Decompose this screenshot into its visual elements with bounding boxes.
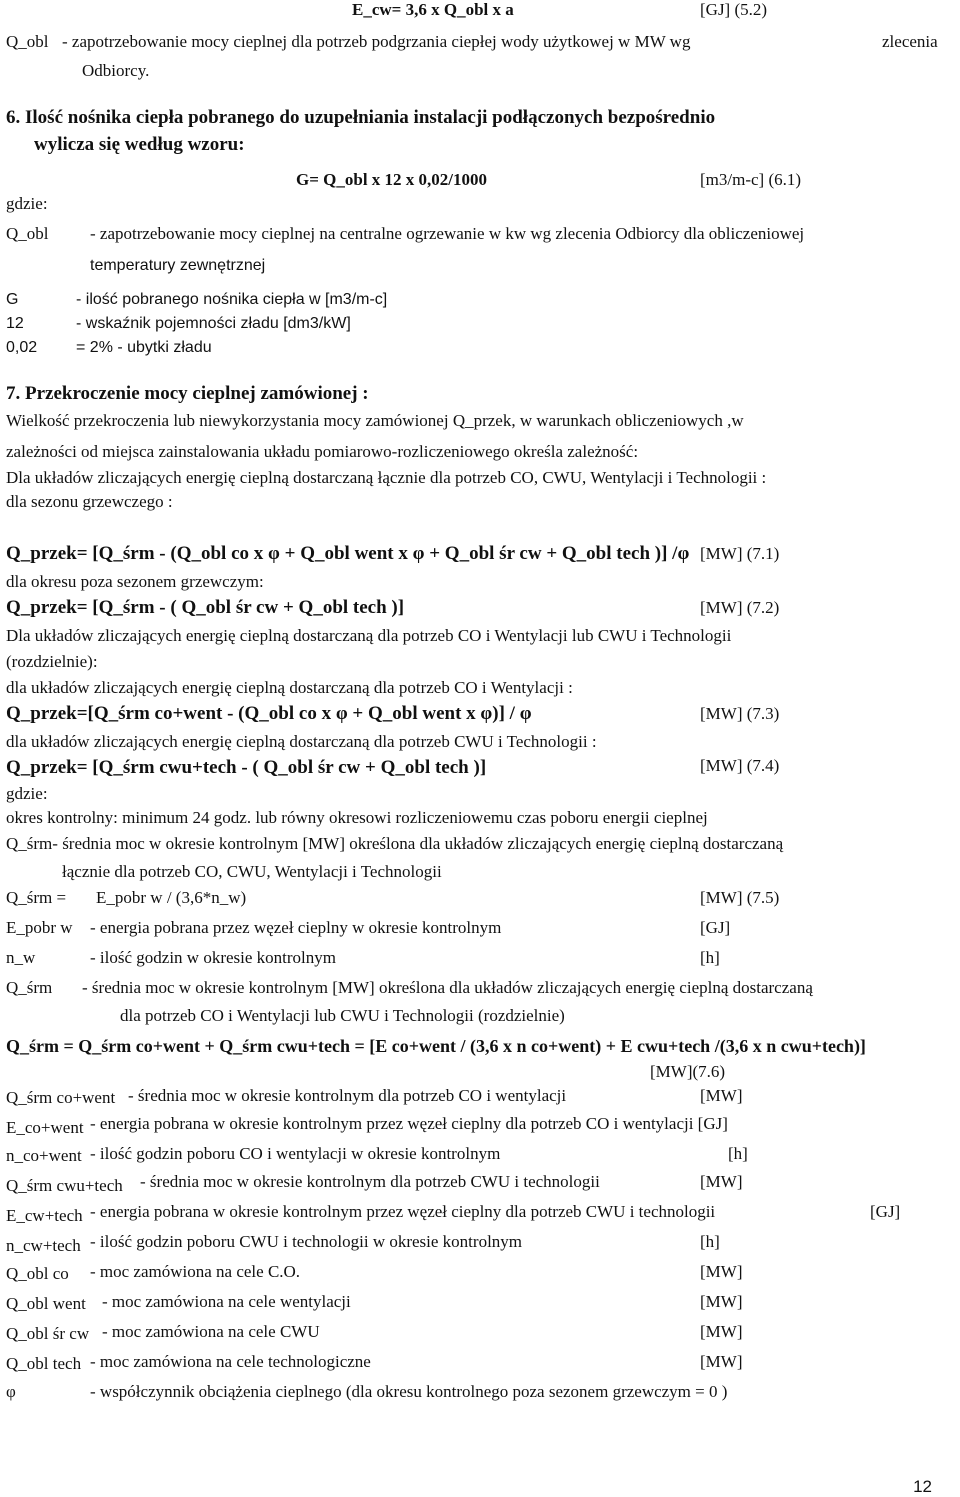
def-tail bbox=[882, 32, 938, 52]
formula-text: E_cw= 3,6 x Q_obl x a bbox=[352, 0, 514, 19]
def-f bbox=[90, 1232, 522, 1252]
def-e-symbol bbox=[6, 1206, 83, 1226]
paragraph-text: dla układów zliczających energię cieplną dostarczaną dla potrzeb CO i Wentylacji : bbox=[6, 678, 573, 697]
description: - wskaźnik pojemności zładu [dm3/kW] bbox=[76, 315, 351, 332]
def-h-symbol bbox=[6, 1294, 86, 1314]
para-7 bbox=[6, 652, 98, 672]
description: Q_śrm- średnia moc w okresie kontrolnym [MW] określona dla układów zliczających energię cieplną dostarczaną bbox=[6, 834, 784, 853]
def-c-unit bbox=[728, 1144, 748, 1164]
def-e-unit bbox=[870, 1202, 900, 1222]
def-i-symbol bbox=[6, 1324, 89, 1344]
description: - energia pobrana w okresie kontrolnym przez węzeł cieplny dla potrzeb CWU i technologii bbox=[90, 1202, 716, 1221]
def-nw-symbol bbox=[6, 948, 35, 968]
description: - moc zamówiona na cele technologiczne bbox=[90, 1352, 371, 1371]
description: = 2% - ubytki zładu bbox=[76, 339, 212, 356]
def-002 bbox=[76, 338, 212, 358]
symbol: 0,02 bbox=[6, 339, 38, 356]
unit: [MW] bbox=[700, 1352, 743, 1371]
unit: [h] bbox=[700, 948, 720, 967]
description: - ilość godzin poboru CWU i technologii w okresie kontrolnym bbox=[90, 1232, 523, 1251]
paragraph-text: dla okresu poza sezonem grzewczym: bbox=[6, 572, 264, 591]
formula-7-3 bbox=[6, 704, 532, 724]
symbol: Q_śrm bbox=[6, 978, 53, 997]
def-h-unit bbox=[700, 1292, 742, 1312]
gdzie-label bbox=[6, 194, 48, 214]
def-a-symbol bbox=[6, 1088, 115, 1108]
def-nw-unit bbox=[700, 948, 720, 968]
label: gdzie: bbox=[6, 194, 48, 213]
symbol: Q_śrm = bbox=[6, 888, 67, 907]
formula-7-4 bbox=[6, 758, 486, 778]
formula-text: E_pobr w / (3,6*n_w) bbox=[96, 888, 247, 907]
paragraph-text: (rozdzielnie): bbox=[6, 652, 98, 671]
def-c-symbol bbox=[6, 1146, 82, 1166]
def-f-unit bbox=[700, 1232, 720, 1252]
def-g2 bbox=[90, 1262, 300, 1282]
formula-7-2 bbox=[6, 598, 404, 618]
def-i bbox=[102, 1322, 320, 1342]
description: - zapotrzebowanie mocy cieplnej na centralne ogrzewanie w kw wg zlecenia Odbiorcy dla obliczeniowej bbox=[90, 224, 805, 243]
description: - ilość pobranego nośnika ciepła w [m3/m-c] bbox=[76, 291, 388, 308]
formula-text: Q_przek=[Q_śrm co+went - (Q_obl co x φ + Q_obl went x φ)] / φ bbox=[6, 703, 532, 724]
para-10 bbox=[6, 808, 708, 828]
heading-text: 7. Przekroczenie mocy cieplnej zamówionej : bbox=[6, 383, 369, 404]
formula-number: [MW] (7.2) bbox=[700, 598, 780, 617]
def-f-symbol bbox=[6, 1236, 81, 1256]
formula-7-1-ref bbox=[700, 544, 779, 564]
def-002-symbol bbox=[6, 338, 37, 358]
def-a-unit bbox=[700, 1086, 742, 1106]
description: - średnia moc w okresie kontrolnym dla potrzeb CO i wentylacji bbox=[128, 1086, 567, 1105]
def-qsrm2-cont bbox=[120, 1006, 565, 1026]
symbol: Q_obl bbox=[6, 32, 49, 51]
def-b-symbol bbox=[6, 1118, 84, 1138]
formula-text: Q_śrm = Q_śrm co+went + Q_śrm cwu+tech = [E co+went / (3,6 x n co+went) + E cwu+tech /(3,6 x n cwu+tech)] bbox=[6, 1036, 866, 1056]
formula-text: G= Q_obl x 12 x 0,02/1000 bbox=[296, 170, 488, 189]
def-12-symbol bbox=[6, 314, 24, 334]
para-4 bbox=[6, 492, 173, 512]
formula-7-6 bbox=[6, 1036, 866, 1056]
def-qobl-co bbox=[6, 224, 49, 244]
symbol: Q_obl tech bbox=[6, 1354, 82, 1373]
formula-number: [m3/m-c] (6.1) bbox=[700, 170, 802, 189]
description: - średnia moc w okresie kontrolnym [MW] określona dla układów zliczających energię cieplną dostarczaną bbox=[82, 978, 813, 997]
def-c bbox=[90, 1144, 500, 1164]
formula-7-5 bbox=[96, 888, 246, 908]
description: - ilość godzin w okresie kontrolnym bbox=[90, 948, 336, 967]
description: - moc zamówiona na cele CWU bbox=[102, 1322, 320, 1341]
unit: [h] bbox=[700, 1232, 720, 1251]
para-3 bbox=[6, 468, 766, 488]
symbol: φ bbox=[6, 1382, 16, 1401]
description: - średnia moc w okresie kontrolnym dla potrzeb CWU i technologii bbox=[140, 1172, 600, 1191]
para-6 bbox=[6, 626, 731, 646]
label: gdzie: bbox=[6, 784, 48, 803]
symbol: E_co+went bbox=[6, 1118, 84, 1137]
def-d-unit bbox=[700, 1172, 742, 1192]
formula-7-5-lhs bbox=[6, 888, 66, 908]
def-qobl-co-cont bbox=[90, 256, 265, 276]
description: - energia pobrana przez węzeł cieplny w okresie kontrolnym bbox=[90, 918, 502, 937]
paragraph-text: Wielkość przekroczenia lub niewykorzystania mocy zamówionej Q_przek, w warunkach obliczeniowych ,w bbox=[6, 411, 744, 430]
symbol: n_cw+tech bbox=[6, 1236, 81, 1255]
def-text bbox=[62, 32, 690, 52]
unit: [MW] bbox=[700, 1322, 743, 1341]
formula-number: [GJ] (5.2) bbox=[700, 0, 768, 19]
gdzie-label-2 bbox=[6, 784, 48, 804]
symbol: E_pobr w bbox=[6, 918, 73, 937]
def-qobl bbox=[6, 32, 49, 52]
def-g-symbol bbox=[6, 290, 18, 310]
description-continued: dla potrzeb CO i Wentylacji lub CWU i Technologii (rozdzielnie) bbox=[120, 1006, 565, 1025]
description-continued: Odbiorcy. bbox=[82, 61, 150, 80]
def-e bbox=[90, 1202, 715, 1222]
section-7-heading bbox=[6, 384, 369, 404]
description-tail: zlecenia bbox=[882, 32, 938, 51]
unit: [MW] bbox=[700, 1172, 743, 1191]
unit: [MW] bbox=[700, 1262, 743, 1281]
para-1 bbox=[6, 411, 744, 431]
paragraph-text: Dla układów zliczających energię cieplną dostarczaną łącznie dla potrzeb CO, CWU, Wentylacji i Technologii : bbox=[6, 468, 767, 487]
def-j-symbol bbox=[6, 1354, 81, 1374]
symbol: Q_obl bbox=[6, 224, 49, 243]
def-qsrm2 bbox=[82, 978, 813, 998]
description: - ilość godzin poboru CO i wentylacji w okresie kontrolnym bbox=[90, 1144, 501, 1163]
description: - moc zamówiona na cele wentylacji bbox=[102, 1292, 351, 1311]
def-qsrm-cont bbox=[62, 862, 442, 882]
def-b bbox=[90, 1114, 728, 1134]
unit: [h] bbox=[728, 1144, 748, 1163]
description: - współczynnik obciążenia cieplnego (dla okresu kontrolnego poza sezonem grzewczym = 0 ) bbox=[90, 1382, 728, 1401]
description-continued: temperatury zewnętrznej bbox=[90, 257, 266, 274]
def-j bbox=[90, 1352, 371, 1372]
unit: [GJ] bbox=[870, 1202, 901, 1221]
def-d bbox=[140, 1172, 600, 1192]
symbol: G bbox=[6, 291, 19, 308]
def-qobl-co-text bbox=[90, 224, 804, 244]
heading-text: 6. Ilość nośnika ciepła pobranego do uzupełniania instalacji podłączonych bezpośrednio bbox=[6, 107, 716, 128]
def-g bbox=[76, 290, 387, 310]
def-h bbox=[102, 1292, 351, 1312]
def-a bbox=[128, 1086, 566, 1106]
formula-ecw bbox=[352, 0, 514, 20]
description: - zapotrzebowanie mocy cieplnej dla potrzeb podgrzania ciepłej wody użytkowej w MW wg bbox=[62, 32, 691, 51]
def-epobr-symbol bbox=[6, 918, 73, 938]
heading-text: wylicza się według wzoru: bbox=[34, 134, 245, 155]
def-i-unit bbox=[700, 1322, 742, 1342]
formula-number: [MW] (7.5) bbox=[700, 888, 780, 907]
formula-text: Q_przek= [Q_śrm - ( Q_obl śr cw + Q_obl tech )] bbox=[6, 597, 405, 618]
def-nw bbox=[90, 948, 336, 968]
section-6-heading-cont bbox=[34, 135, 245, 155]
symbol: n_co+went bbox=[6, 1146, 82, 1165]
symbol: Q_obl went bbox=[6, 1294, 86, 1313]
def-k-symbol bbox=[6, 1382, 16, 1402]
page-number: 12 bbox=[913, 1477, 932, 1496]
formula-7-5-ref bbox=[700, 888, 779, 908]
def-j-unit bbox=[700, 1352, 742, 1372]
formula-text: Q_przek= [Q_śrm - (Q_obl co x φ + Q_obl went x φ + Q_obl śr cw + Q_obl tech )] /φ bbox=[6, 543, 690, 564]
formula-g-ref bbox=[700, 170, 801, 190]
symbol: Q_obl śr cw bbox=[6, 1324, 90, 1343]
def-d-symbol bbox=[6, 1176, 123, 1196]
symbol: Q_śrm co+went bbox=[6, 1088, 116, 1107]
symbol: Q_śrm cwu+tech bbox=[6, 1176, 123, 1195]
symbol: 12 bbox=[6, 315, 24, 332]
symbol: Q_obl co bbox=[6, 1264, 69, 1283]
formula-7-3-ref bbox=[700, 704, 779, 724]
paragraph-text: okres kontrolny: minimum 24 godz. lub równy okresowi rozliczeniowemu czas poboru energii cieplnej bbox=[6, 808, 708, 827]
formula-text: Q_przek= [Q_śrm cwu+tech - ( Q_obl śr cw + Q_obl tech )] bbox=[6, 757, 487, 778]
section-6-heading bbox=[6, 108, 715, 128]
formula-7-4-ref bbox=[700, 756, 779, 776]
formula-7-6-ref bbox=[650, 1062, 725, 1082]
unit: [MW] bbox=[700, 1086, 743, 1105]
formula-7-2-ref bbox=[700, 598, 779, 618]
symbol: E_cw+tech bbox=[6, 1206, 83, 1225]
def-qsrm bbox=[6, 834, 783, 854]
def-qsrm2-symbol bbox=[6, 978, 52, 998]
paragraph-text: zależności od miejsca zainstalowania układu pomiarowo-rozliczeniowego określa zależność: bbox=[6, 442, 639, 461]
para-9 bbox=[6, 732, 597, 752]
def-12 bbox=[76, 314, 351, 334]
para-5 bbox=[6, 572, 264, 592]
description-continued: łącznie dla potrzeb CO, CWU, Wentylacji i Technologii bbox=[62, 862, 442, 881]
description: - energia pobrana w okresie kontrolnym przez węzeł cieplny dla potrzeb CO i wentylacji [GJ] bbox=[90, 1114, 728, 1133]
para-2 bbox=[6, 442, 638, 462]
formula-g bbox=[296, 170, 487, 190]
description: - moc zamówiona na cele C.O. bbox=[90, 1262, 301, 1281]
paragraph-text: Dla układów zliczających energię cieplną dostarczaną dla potrzeb CO i Wentylacji lub CWU i Technologii bbox=[6, 626, 732, 645]
def-epobr-unit bbox=[700, 918, 730, 938]
unit: [GJ] bbox=[700, 918, 731, 937]
para-8 bbox=[6, 678, 573, 698]
def-cont bbox=[82, 61, 149, 81]
formula-ref bbox=[700, 0, 767, 20]
symbol: n_w bbox=[6, 948, 36, 967]
def-g2-symbol bbox=[6, 1264, 69, 1284]
formula-7-1 bbox=[6, 544, 689, 564]
formula-number: [MW] (7.1) bbox=[700, 544, 780, 563]
def-k bbox=[90, 1382, 727, 1402]
formula-number: [MW] (7.3) bbox=[700, 704, 780, 723]
formula-number: [MW](7.6) bbox=[650, 1062, 726, 1081]
paragraph-text: dla sezonu grzewczego : bbox=[6, 492, 173, 511]
unit: [MW] bbox=[700, 1292, 743, 1311]
paragraph-text: dla układów zliczających energię cieplną dostarczaną dla potrzeb CWU i Technologii : bbox=[6, 732, 597, 751]
formula-number: [MW] (7.4) bbox=[700, 756, 780, 775]
def-g2-unit bbox=[700, 1262, 742, 1282]
def-epobr bbox=[90, 918, 501, 938]
